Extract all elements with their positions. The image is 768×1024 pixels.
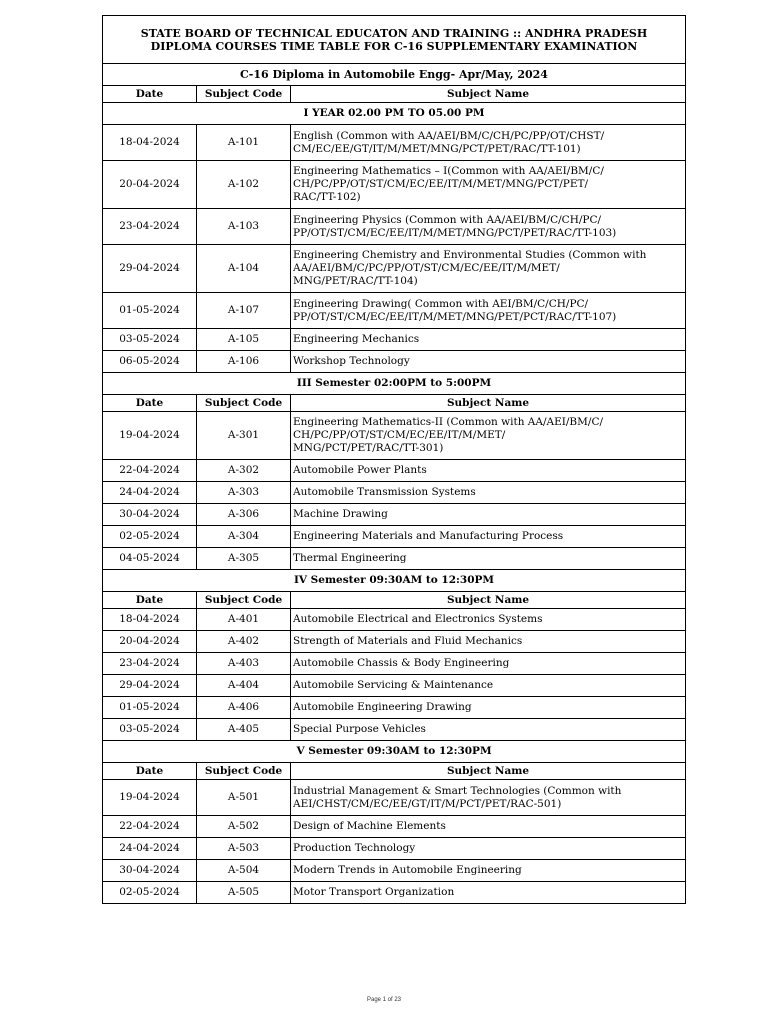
exam-date: 24-04-2024 (103, 482, 197, 504)
subject-name-line: PP/OT/ST/CM/EC/EE/IT/M/MET/MNG/PET/PCT/RAC/TT-107) (293, 310, 617, 323)
exam-date: 03-05-2024 (103, 329, 197, 351)
subject-name (291, 209, 686, 245)
subject-name (291, 460, 686, 482)
title-line-1: STATE BOARD OF TECHNICAL EDUCATON AND TRAINING :: ANDHRA PRADESH (140, 26, 648, 40)
section-header-row (103, 373, 686, 395)
subject-name (291, 697, 686, 719)
subject-name-line: Machine Drawing (293, 508, 388, 520)
subject-name (291, 482, 686, 504)
title-row (103, 16, 686, 64)
section-label: V Semester 09:30AM to 12:30PM (103, 741, 686, 763)
subject-code: A-304 (197, 526, 291, 548)
subject-name-line: Industrial Management & Smart Technologies (Common with (293, 784, 622, 797)
table-row (103, 245, 686, 293)
document-title (103, 16, 686, 64)
subject-name-line: RAC/TT-102) (293, 191, 361, 203)
exam-date: 01-05-2024 (103, 697, 197, 719)
subject-code: A-502 (197, 816, 291, 838)
subject-name-line: Modern Trends in Automobile Engineering (293, 864, 522, 876)
subject-code: A-302 (197, 460, 291, 482)
subject-name (291, 860, 686, 882)
header-date: Date (103, 86, 197, 103)
subject-name-line: Design of Machine Elements (293, 820, 446, 832)
subject-code: A-306 (197, 504, 291, 526)
subject-name-line: Engineering Mathematics-II (Common with AA/AEI/BM/C/ (293, 416, 604, 428)
subject-name-line: AA/AEI/BM/C/PC/PP/OT/ST/CM/EC/EE/IT/M/MET/ (293, 262, 560, 274)
subject-name (291, 548, 686, 570)
table-row (103, 329, 686, 351)
subject-name (291, 838, 686, 860)
header-date: Date (103, 592, 197, 609)
subject-name (291, 526, 686, 548)
subject-name-line: Automobile Power Plants (293, 464, 427, 476)
subject-code: A-402 (197, 631, 291, 653)
column-header-row (103, 395, 686, 412)
table-row (103, 161, 686, 209)
subject-name-line: MNG/PET/RAC/TT-104) (293, 275, 418, 287)
subject-name-line: CH/PC/PP/OT/ST/CM/EC/EE/IT/M/MET/MNG/PCT/PET/ (293, 178, 589, 190)
timetable (102, 15, 686, 904)
subject-code: A-503 (197, 838, 291, 860)
table-row (103, 460, 686, 482)
subject-code: A-305 (197, 548, 291, 570)
section-label: I YEAR 02.00 PM TO 05.00 PM (103, 103, 686, 125)
section-header-row (103, 103, 686, 125)
subject-name (291, 504, 686, 526)
subject-name-line: Workshop Technology (293, 355, 410, 367)
subject-name-line: Automobile Servicing & Maintenance (293, 679, 494, 691)
subject-name (291, 293, 686, 329)
exam-date: 20-04-2024 (103, 631, 197, 653)
subject-code: A-501 (197, 780, 291, 816)
subject-name-line: Automobile Chassis & Body Engineering (293, 657, 510, 669)
header-subject-name: Subject Name (291, 395, 686, 412)
table-row (103, 609, 686, 631)
subject-name-line: MNG/PCT/PET/RAC/TT-301) (293, 442, 444, 454)
subject-name-line: Automobile Electrical and Electronics Systems (293, 613, 543, 625)
subject-name-line: Thermal Engineering (293, 552, 407, 564)
header-subject-code: Subject Code (197, 592, 291, 609)
subject-name (291, 609, 686, 631)
header-subject-code: Subject Code (197, 763, 291, 780)
section-label: IV Semester 09:30AM to 12:30PM (103, 570, 686, 592)
subject-name-line: Engineering Chemistry and Environmental Studies (Common with (293, 249, 647, 261)
header-subject-code: Subject Code (197, 86, 291, 103)
subject-code: A-106 (197, 351, 291, 373)
table-row (103, 631, 686, 653)
exam-date: 22-04-2024 (103, 460, 197, 482)
table-row (103, 412, 686, 460)
section-label: III Semester 02:00PM to 5:00PM (103, 373, 686, 395)
table-row (103, 548, 686, 570)
page-footer: Page 1 of 23 (366, 997, 402, 1003)
header-date: Date (103, 763, 197, 780)
column-header-row (103, 763, 686, 780)
subject-name-line: Automobile Engineering Drawing (293, 701, 472, 713)
table-row (103, 816, 686, 838)
subject-code: A-505 (197, 882, 291, 904)
subject-code: A-103 (197, 209, 291, 245)
subject-name (291, 631, 686, 653)
subject-name-line: Engineering Physics (Common with AA/AEI/BM/C/CH/PC/ (293, 213, 602, 226)
subject-name-line: Engineering Drawing( Common with AEI/BM/C/CH/PC/ (293, 297, 589, 310)
table-row (103, 209, 686, 245)
title-line-2: DIPLOMA COURSES TIME TABLE FOR C-16 SUPPLEMENTARY EXAMINATION (150, 39, 638, 53)
exam-date: 18-04-2024 (103, 609, 197, 631)
exam-date: 02-05-2024 (103, 526, 197, 548)
exam-date: 29-04-2024 (103, 245, 197, 293)
header-date: Date (103, 395, 197, 412)
column-header-row (103, 592, 686, 609)
subject-code: A-107 (197, 293, 291, 329)
subject-name (291, 125, 686, 161)
table-row (103, 504, 686, 526)
subject-code: A-101 (197, 125, 291, 161)
subject-name-line: Engineering Materials and Manufacturing Process (293, 530, 564, 542)
exam-date: 04-05-2024 (103, 548, 197, 570)
exam-date: 19-04-2024 (103, 780, 197, 816)
exam-date: 20-04-2024 (103, 161, 197, 209)
subject-name (291, 329, 686, 351)
subject-code: A-403 (197, 653, 291, 675)
table-row (103, 653, 686, 675)
subject-code: A-504 (197, 860, 291, 882)
subject-name-line: Motor Transport Organization (293, 886, 455, 898)
exam-date: 29-04-2024 (103, 675, 197, 697)
subject-code: A-102 (197, 161, 291, 209)
table-row (103, 838, 686, 860)
subject-name-line: AEI/CHST/CM/EC/EE/GT/IT/M/PCT/PET/RAC-501) (293, 797, 562, 810)
exam-date: 30-04-2024 (103, 860, 197, 882)
subject-name-line: Special Purpose Vehicles (293, 723, 426, 735)
subject-name (291, 161, 686, 209)
header-subject-name: Subject Name (291, 592, 686, 609)
exam-date: 30-04-2024 (103, 504, 197, 526)
section-header-row (103, 570, 686, 592)
subject-name-line: Automobile Transmission Systems (293, 486, 476, 498)
header-subject-name: Subject Name (291, 86, 686, 103)
exam-date: 02-05-2024 (103, 882, 197, 904)
subject-name (291, 653, 686, 675)
exam-date: 06-05-2024 (103, 351, 197, 373)
subject-code: A-105 (197, 329, 291, 351)
course-row (103, 64, 686, 86)
subject-name-line: CH/PC/PP/OT/ST/CM/EC/EE/IT/M/MET/ (293, 429, 506, 441)
exam-date: 24-04-2024 (103, 838, 197, 860)
table-row (103, 675, 686, 697)
subject-code: A-405 (197, 719, 291, 741)
exam-date: 22-04-2024 (103, 816, 197, 838)
table-row (103, 526, 686, 548)
table-row (103, 293, 686, 329)
table-row (103, 882, 686, 904)
subject-name (291, 816, 686, 838)
column-header-row (103, 86, 686, 103)
subject-name-line: Engineering Mechanics (293, 333, 420, 345)
table-row (103, 719, 686, 741)
exam-date: 18-04-2024 (103, 125, 197, 161)
subject-name-line: Production Technology (293, 842, 416, 854)
exam-date: 19-04-2024 (103, 412, 197, 460)
table-row (103, 482, 686, 504)
subject-name-line: PP/OT/ST/CM/EC/EE/IT/M/MET/MNG/PCT/PET/RAC/TT-103) (293, 226, 617, 239)
timetable-sheet (102, 15, 685, 904)
subject-code: A-404 (197, 675, 291, 697)
subject-name (291, 882, 686, 904)
subject-name-line: Engineering Mathematics – I(Common with AA/AEI/BM/C/ (293, 165, 604, 177)
subject-name (291, 412, 686, 460)
exam-date: 23-04-2024 (103, 653, 197, 675)
exam-date: 03-05-2024 (103, 719, 197, 741)
section-header-row (103, 741, 686, 763)
table-row (103, 125, 686, 161)
subject-name-line: Strength of Materials and Fluid Mechanics (293, 635, 523, 647)
subject-name-line: CM/EC/EE/GT/IT/M/MET/MNG/PCT/PET/RAC/TT-101) (293, 142, 581, 155)
table-row (103, 780, 686, 816)
table-row (103, 860, 686, 882)
subject-code: A-401 (197, 609, 291, 631)
subject-name-line: English (Common with AA/AEI/BM/C/CH/PC/PP/OT/CHST/ (293, 129, 605, 142)
subject-code: A-303 (197, 482, 291, 504)
exam-date: 23-04-2024 (103, 209, 197, 245)
subject-name (291, 675, 686, 697)
subject-name (291, 719, 686, 741)
subject-name (291, 245, 686, 293)
exam-date: 01-05-2024 (103, 293, 197, 329)
subject-name (291, 351, 686, 373)
header-subject-code: Subject Code (197, 395, 291, 412)
subject-code: A-301 (197, 412, 291, 460)
table-row (103, 351, 686, 373)
header-subject-name: Subject Name (291, 763, 686, 780)
subject-name (291, 780, 686, 816)
course-title: C-16 Diploma in Automobile Engg- Apr/May, 2024 (103, 64, 686, 86)
subject-code: A-406 (197, 697, 291, 719)
subject-code: A-104 (197, 245, 291, 293)
table-row (103, 697, 686, 719)
